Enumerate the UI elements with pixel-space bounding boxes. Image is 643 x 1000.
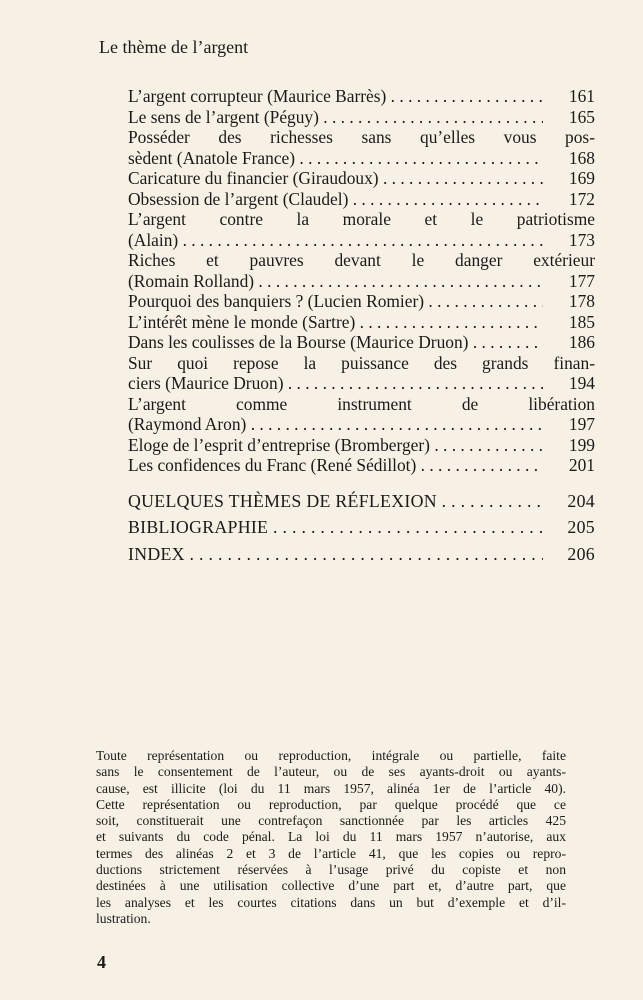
- toc-entry-title: Sur quoi repose la puissance des grands finan-: [128, 352, 595, 373]
- toc-major-entries: [128, 488, 595, 568]
- toc-entry: [128, 332, 595, 353]
- toc-page-number: 185: [543, 312, 595, 333]
- toc-page-number: 168: [543, 148, 595, 169]
- toc-entry: [128, 541, 595, 568]
- toc-entry-title: Riches et pauvres devant le danger extérieur: [128, 250, 595, 270]
- toc-page-number: 186: [543, 332, 595, 353]
- toc-entry-title: Les confidences du Franc (René Sédillot): [128, 455, 417, 475]
- page-number: 4: [97, 952, 106, 972]
- toc-entry-title: Caricature du financier (Giraudoux): [128, 168, 379, 188]
- notice-line: soit, constituerait une contrefaçon sanctionnée par les articles 425: [96, 813, 566, 829]
- toc-entry-title: L’argent comme instrument de libération: [128, 393, 595, 414]
- toc-page-number: 161: [543, 86, 595, 107]
- toc-page-number: 169: [543, 168, 595, 189]
- toc-page-number: 199: [543, 435, 595, 456]
- notice-line: Toute représentation ou reproduction, intégrale ou partielle, faite: [96, 748, 566, 763]
- toc-entry: [128, 488, 595, 515]
- toc-entry-title: QUELQUES THÈMES DE RÉFLEXION: [128, 490, 437, 511]
- toc-page-number: 177: [543, 271, 595, 292]
- section-title: Le thème de l’argent: [99, 37, 249, 57]
- toc-entry: [128, 514, 595, 541]
- toc-entry: [128, 312, 595, 333]
- toc-entry: [128, 455, 595, 476]
- notice-line: cause, est illicite (loi du 11 mars 1957, alinéa 1er de l’article 40).: [96, 780, 566, 796]
- toc-entry: [128, 250, 595, 291]
- toc-entry-title: (Romain Rolland): [128, 270, 255, 291]
- toc-entry-title: (Raymond Aron): [128, 414, 247, 434]
- toc-entry-title: L’argent contre la morale et le patriotisme: [128, 209, 595, 229]
- notice-line: et suivants du code pénal. La loi du 11 mars 1957 n’autorise, aux: [96, 829, 566, 845]
- notice-line: ductions strictement réservées à l’usage privé du copiste et non: [96, 862, 566, 878]
- toc-entry: [128, 209, 595, 250]
- toc-entry-title: sèdent (Anatole France): [128, 147, 296, 168]
- toc-entries: [128, 86, 595, 476]
- toc-entry-title: ciers (Maurice Druon): [128, 373, 284, 393]
- toc-entry: [128, 168, 595, 189]
- toc-entry-title: (Alain): [128, 229, 179, 250]
- toc-page-number: 201: [543, 455, 595, 476]
- toc-page-number: 194: [543, 373, 595, 394]
- toc-entry: [128, 107, 595, 128]
- toc-entry: [128, 189, 595, 210]
- toc-entry-title: Le sens de l’argent (Péguy): [128, 106, 319, 127]
- notice-line: sans le consentement de l’auteur, ou de ses ayants-droit ou ayants-: [96, 764, 566, 780]
- toc-page-number: 172: [543, 189, 595, 210]
- toc-entry: [128, 353, 595, 394]
- toc-entry-title: INDEX: [128, 543, 185, 564]
- toc-page-number: 197: [543, 414, 595, 435]
- toc-page-number: 173: [543, 230, 595, 251]
- toc-entry: [128, 394, 595, 435]
- toc-page-number: 206: [543, 541, 595, 568]
- toc-page-number: 165: [543, 107, 595, 128]
- notice-line: lustration.: [96, 910, 151, 926]
- toc-entry-title: BIBLIOGRAPHIE: [128, 517, 269, 537]
- table-of-contents: [128, 86, 595, 567]
- notice-line: Cette représentation ou reproduction, par quelque procédé que ce: [96, 796, 566, 812]
- toc-entry-title: L’intérêt mène le monde (Sartre): [128, 311, 356, 332]
- toc-page-number: 178: [543, 291, 595, 312]
- toc-entry-title: Obsession de l’argent (Claudel): [128, 188, 349, 209]
- toc-entry: [128, 86, 595, 107]
- toc-entry: [128, 127, 595, 168]
- toc-entry: [128, 435, 595, 456]
- notice-line: termes des alinéas 2 et 3 de l’article 41, que les copies ou repro-: [96, 845, 566, 861]
- toc-entry-title: Pourquoi des banquiers ? (Lucien Romier): [128, 291, 425, 311]
- notice-line: les analyses et les courtes citations dans un but d’exemple et d’il-: [96, 894, 566, 910]
- toc-entry-title: Posséder des richesses sans qu’elles vous pos-: [128, 127, 595, 147]
- toc-entry-title: Dans les coulisses de la Bourse (Maurice Druon): [128, 332, 469, 352]
- toc-entry-title: Eloge de l’esprit d’entreprise (Bromberger): [128, 434, 430, 455]
- notice-line: destinées à une utilisation collective d’une part et, d’autre part, que: [96, 878, 566, 894]
- toc-page-number: 205: [543, 514, 595, 541]
- toc-entry: [128, 291, 595, 312]
- toc-entry-title: L’argent corrupteur (Maurice Barrès): [128, 86, 387, 106]
- toc-page-number: 204: [543, 488, 595, 515]
- copyright-notice: [96, 748, 566, 927]
